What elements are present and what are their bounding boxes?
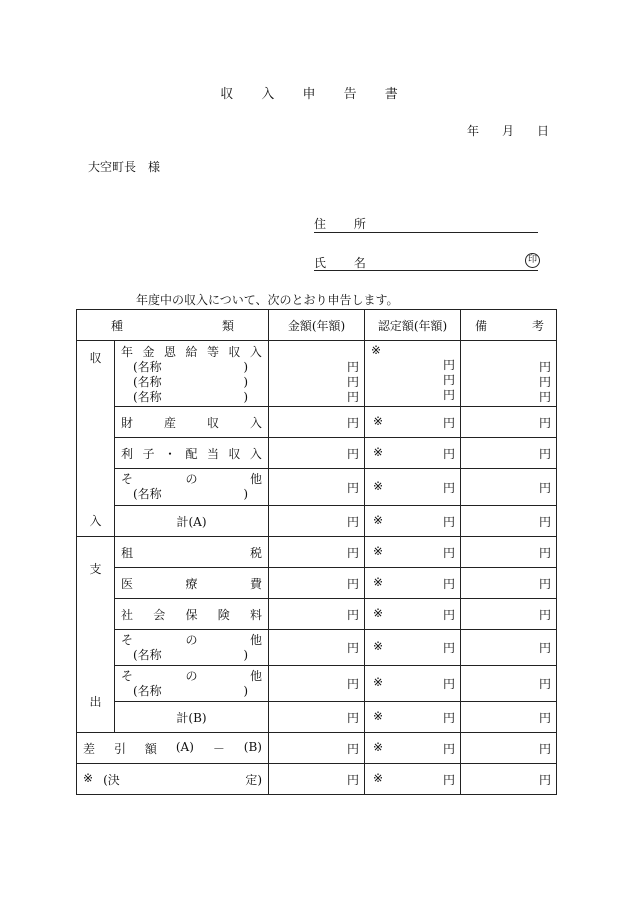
decision-approved[interactable] xyxy=(365,764,461,795)
char: 定) xyxy=(245,772,262,787)
income-side-a: 収 xyxy=(89,350,102,365)
other-expense-name-field[interactable] xyxy=(121,684,262,699)
mark: ※ xyxy=(373,708,384,723)
char: 産 xyxy=(163,415,176,430)
yen: 円 xyxy=(442,545,455,560)
other-expense-amount[interactable]: 円 xyxy=(269,630,365,666)
interest-category xyxy=(115,438,269,469)
yen: 円 xyxy=(442,677,455,691)
interest-approved[interactable] xyxy=(365,438,461,469)
char: 恩 xyxy=(163,345,176,359)
subtotal-b-approved[interactable] xyxy=(365,702,461,733)
name-suffix: ) xyxy=(243,375,248,389)
char: 当 xyxy=(206,446,219,461)
subtotal-a-label: 計(A) xyxy=(115,506,269,537)
char: 財 xyxy=(121,415,134,430)
income-side-b: 入 xyxy=(89,513,102,528)
interest-row xyxy=(77,438,557,469)
property-amount[interactable]: 円 xyxy=(269,407,365,438)
decision-remarks[interactable]: 円 xyxy=(461,764,557,795)
other-expense-approved[interactable] xyxy=(365,666,461,702)
mark: ※ xyxy=(373,770,384,785)
medical-amount[interactable]: 円 xyxy=(269,568,365,599)
name-suffix: ) xyxy=(243,360,248,374)
other-income-remarks[interactable]: 円 xyxy=(461,469,557,506)
tax-approved[interactable] xyxy=(365,537,461,568)
header-remarks xyxy=(461,310,557,341)
name-prefix: (名称 xyxy=(133,487,162,501)
char: 費 xyxy=(249,576,262,591)
date-month: 月 xyxy=(501,124,514,138)
expense-side-label xyxy=(77,537,115,733)
char: 会 xyxy=(153,607,166,622)
other-expense-remarks[interactable]: 円 xyxy=(461,630,557,666)
pension-name-field[interactable] xyxy=(121,390,262,405)
char: 他 xyxy=(249,668,262,683)
char: そ xyxy=(121,632,134,647)
char: 料 xyxy=(249,607,262,622)
name-suffix: ) xyxy=(243,390,248,404)
pension-title xyxy=(121,345,262,360)
header-approved: 認定額(年額) xyxy=(365,310,461,341)
header-kind xyxy=(77,310,269,341)
char: 配 xyxy=(185,446,198,461)
char: (B) xyxy=(243,739,262,754)
char: － xyxy=(212,741,225,756)
char: 引 xyxy=(113,741,126,756)
social-insurance-approved[interactable] xyxy=(365,599,461,630)
interest-remarks[interactable]: 円 xyxy=(461,438,557,469)
header-kind-a: 種 xyxy=(111,318,124,333)
yen: 円 xyxy=(346,390,359,404)
mark: ※ xyxy=(373,444,384,459)
yen: 円 xyxy=(442,514,455,529)
other-income-approved[interactable] xyxy=(365,469,461,506)
decision-row xyxy=(77,764,557,795)
header-remarks-a: 備 xyxy=(475,318,488,333)
char: 入 xyxy=(249,446,262,461)
name-suffix: ) xyxy=(243,647,248,662)
mark: ※ xyxy=(373,605,384,620)
difference-amount[interactable]: 円 xyxy=(269,733,365,764)
char: 収 xyxy=(228,446,241,461)
property-category xyxy=(115,407,269,438)
income-side-label xyxy=(77,341,115,537)
tax-amount[interactable]: 円 xyxy=(269,537,365,568)
other-expense-name-field[interactable] xyxy=(121,648,262,663)
property-row xyxy=(77,407,557,438)
char: 収 xyxy=(228,345,241,359)
char: そ xyxy=(121,472,134,486)
yen: 円 xyxy=(442,641,455,655)
yen: 円 xyxy=(442,710,455,725)
subtotal-a-approved[interactable] xyxy=(365,506,461,537)
other-income-amount[interactable]: 円 xyxy=(269,469,365,506)
tax-category xyxy=(115,537,269,568)
yen: 円 xyxy=(442,607,455,622)
expense-side-b: 出 xyxy=(89,694,102,709)
yen: 円 xyxy=(538,360,551,374)
pension-remarks[interactable] xyxy=(461,341,557,407)
other-income-name-field[interactable] xyxy=(121,487,262,502)
social-insurance-row xyxy=(77,599,557,630)
tax-remarks[interactable]: 円 xyxy=(461,537,557,568)
subtotal-a-remarks[interactable]: 円 xyxy=(461,506,557,537)
header-remarks-b: 考 xyxy=(531,318,544,333)
char: 険 xyxy=(217,607,230,622)
mark: ※ xyxy=(373,478,384,493)
yen: 円 xyxy=(442,388,455,402)
char: 子 xyxy=(142,446,155,461)
intro-text: 年度中の収入について、次のとおり申告します。 xyxy=(136,293,399,307)
name-suffix: ) xyxy=(243,683,248,698)
address-label: 住 所 xyxy=(314,217,378,231)
yen: 円 xyxy=(442,373,455,387)
medical-approved[interactable] xyxy=(365,568,461,599)
char: 税 xyxy=(249,545,262,560)
other-income-category xyxy=(115,469,269,506)
other-expense-amount[interactable]: 円 xyxy=(269,666,365,702)
other-expense-row xyxy=(77,630,557,666)
difference-label xyxy=(77,733,269,764)
char: 租 xyxy=(121,545,134,560)
tax-row xyxy=(77,537,557,568)
char: の xyxy=(185,472,198,486)
char: 他 xyxy=(249,472,262,486)
mark: ※ xyxy=(371,343,382,357)
char: 療 xyxy=(185,576,198,591)
char: 収 xyxy=(206,415,219,430)
header-kind-b: 類 xyxy=(221,318,234,333)
yen: 円 xyxy=(442,741,455,756)
char: 医 xyxy=(121,576,134,591)
interest-amount[interactable]: 円 xyxy=(269,438,365,469)
page-title: 収 入 申 告 書 xyxy=(220,87,410,102)
other-expense-row xyxy=(77,666,557,702)
pension-name-field[interactable] xyxy=(121,375,262,390)
name-suffix: ) xyxy=(243,487,248,501)
address-field[interactable] xyxy=(314,232,538,233)
char: の xyxy=(185,668,198,683)
decision-amount[interactable]: 円 xyxy=(269,764,365,795)
difference-row xyxy=(77,733,557,764)
yen: 円 xyxy=(442,576,455,591)
mark: ※ xyxy=(373,639,384,653)
pension-approved[interactable] xyxy=(365,341,461,407)
name-prefix: (名称 xyxy=(133,683,162,698)
difference-approved[interactable] xyxy=(365,733,461,764)
subtotal-b-amount[interactable]: 円 xyxy=(269,702,365,733)
addressee: 大空町長 様 xyxy=(88,160,161,174)
pension-name-field[interactable] xyxy=(121,360,262,375)
social-insurance-amount[interactable]: 円 xyxy=(269,599,365,630)
decision-label xyxy=(77,764,269,795)
social-insurance-category xyxy=(115,599,269,630)
yen: 円 xyxy=(346,375,359,389)
subtotal-a-amount[interactable]: 円 xyxy=(269,506,365,537)
date-row xyxy=(467,125,549,137)
medical-remarks[interactable]: 円 xyxy=(461,568,557,599)
subtotal-b-label: 計(B) xyxy=(115,702,269,733)
char: ※ xyxy=(83,770,94,785)
char: 入 xyxy=(249,345,262,359)
char: 社 xyxy=(121,607,134,622)
subtotal-b-remarks[interactable]: 円 xyxy=(461,702,557,733)
name-prefix: (名称 xyxy=(133,375,162,389)
mark: ※ xyxy=(373,543,384,558)
expense-side-a: 支 xyxy=(89,561,102,576)
other-expense-remarks[interactable]: 円 xyxy=(461,666,557,702)
char: 差 xyxy=(83,741,96,756)
mark: ※ xyxy=(373,512,384,527)
pension-amount[interactable] xyxy=(269,341,365,407)
yen: 円 xyxy=(442,446,455,461)
date-day: 日 xyxy=(536,124,549,138)
name-prefix: (名称 xyxy=(133,360,162,374)
other-expense-category xyxy=(115,666,269,702)
property-approved[interactable] xyxy=(365,407,461,438)
char: 金 xyxy=(142,345,155,359)
yen: 円 xyxy=(442,480,455,495)
char: 入 xyxy=(249,415,262,430)
property-remarks[interactable]: 円 xyxy=(461,407,557,438)
char: (A) xyxy=(175,739,194,754)
mark: ※ xyxy=(373,413,384,428)
header-amount: 金額(年額) xyxy=(269,310,365,341)
yen: 円 xyxy=(538,375,551,389)
char: ・ xyxy=(163,446,176,461)
subtotal-b-row xyxy=(77,702,557,733)
char: 保 xyxy=(185,607,198,622)
char: 他 xyxy=(249,632,262,647)
header-row xyxy=(77,310,557,341)
name-prefix: (名称 xyxy=(133,390,162,404)
char: 給 xyxy=(185,345,198,359)
char: (決 xyxy=(103,772,120,787)
pension-row xyxy=(77,341,557,407)
other-expense-category xyxy=(115,630,269,666)
char: 利 xyxy=(121,446,134,461)
name-prefix: (名称 xyxy=(133,647,162,662)
other-income-row xyxy=(77,469,557,506)
other-expense-approved[interactable] xyxy=(365,630,461,666)
medical-category xyxy=(115,568,269,599)
yen: 円 xyxy=(442,772,455,787)
yen: 円 xyxy=(442,358,455,372)
pension-category xyxy=(115,341,269,407)
seal-icon: 印 xyxy=(525,253,540,268)
income-declaration-table xyxy=(76,309,557,795)
char: そ xyxy=(121,668,134,683)
date-year: 年 xyxy=(467,124,480,138)
difference-remarks[interactable]: 円 xyxy=(461,733,557,764)
yen: 円 xyxy=(346,360,359,374)
char: 年 xyxy=(121,345,134,359)
char: の xyxy=(185,632,198,647)
char: 額 xyxy=(144,741,157,756)
mark: ※ xyxy=(373,739,384,754)
mark: ※ xyxy=(373,574,384,589)
yen: 円 xyxy=(538,390,551,404)
yen: 円 xyxy=(442,415,455,430)
name-label: 氏 名 xyxy=(314,256,378,270)
medical-row xyxy=(77,568,557,599)
subtotal-a-row xyxy=(77,506,557,537)
social-insurance-remarks[interactable]: 円 xyxy=(461,599,557,630)
char: 等 xyxy=(206,345,219,359)
name-field[interactable] xyxy=(314,270,538,271)
mark: ※ xyxy=(373,675,384,689)
